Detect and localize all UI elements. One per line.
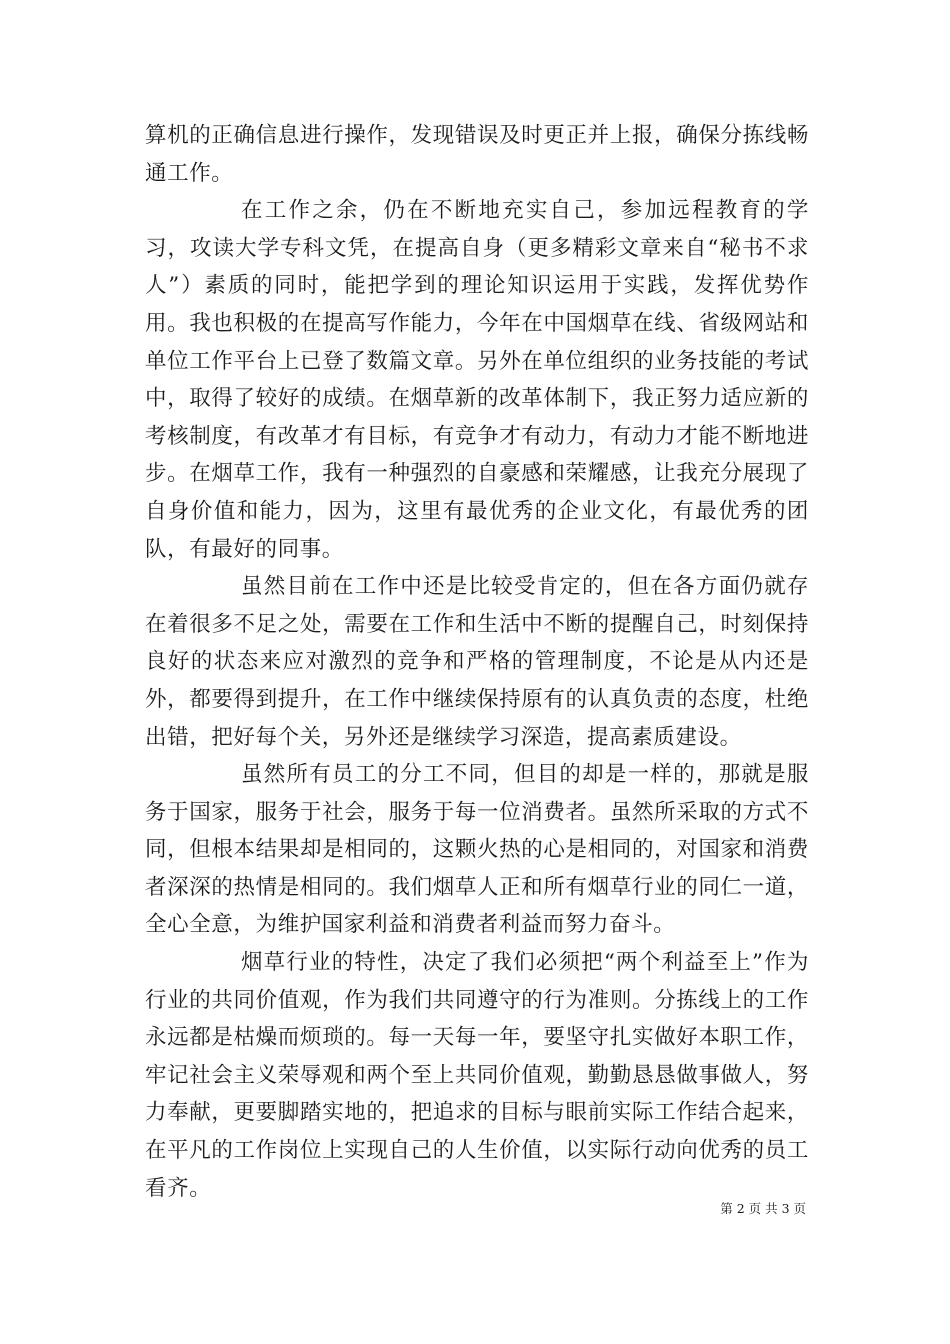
document-body — [145, 117, 809, 1207]
page-number-footer: 第 2 页 共 3 页 — [720, 1201, 806, 1216]
paragraph-continuation: 算机的正确信息进行操作，发现错误及时更正并上报，确保分拣线畅通工作。 — [145, 123, 809, 186]
paragraph-self-improvement: 在工作之余，仍在不断地充实自己，参加远程教育的学习，攻读大学专科文凭，在提高自身（更多精彩文章来自“秘书不求人”）素质的同时，能把学到的理论知识运用于实践，发挥优势作用。我也积极的在提高写作能力，今年在中国烟草在线、省级网站和单位工作平台上已登了数篇文章。另外在单位组织的业务技能的考试中，取得了较好的成绩。在烟草新的改革体制下，我正努力适应新的考核制度，有改革才有目标，有竞争才有动力，有动力才能不断地进步。在烟草工作，我有一种强烈的自豪感和荣耀感，让我充分展现了自身价值和能力，因为，这里有最优秀的企业文化，有最优秀的团队，有最好的同事。 — [145, 198, 809, 562]
paragraph-common-goal: 虽然所有员工的分工不同，但目的却是一样的，那就是服务于国家，服务于社会，服务于每一位消费者。虽然所采取的方式不同，但根本结果却是相同的，这颗火热的心是相同的，对国家和消费者深深的热情是相同的。我们烟草人正和所有烟草行业的同仁一道，全心全意，为维护国家利益和消费者利益而努力奋斗。 — [145, 762, 809, 938]
paragraph-industry-values: 烟草行业的特性，决定了我们必须把“两个利益至上”作为行业的共同价值观，作为我们共同遵守的行为准则。分拣线上的工作永远都是枯燥而烦琐的。每一天每一年，要坚守扎实做好本职工作，牢记社会主义荣辱观和两个至上共同价值观，勤勤恳恳做事做人，努力奉献，更要脚踏实地的，把追求的目标与眼前实际工作结合起来，在平凡的工作岗位上实现自己的人生价值，以实际行动向优秀的员工看齐。 — [145, 950, 809, 1201]
paragraph-shortcomings: 虽然目前在工作中还是比较受肯定的，但在各方面仍就存在着很多不足之处，需要在工作和生活中不断的提醒自己，时刻保持良好的状态来应对激烈的竞争和严格的管理制度，不论是从内还是外，都要得到提升，在工作中继续保持原有的认真负责的态度，杜绝出错，把好每个关，另外还是继续学习深造，提高素质建设。 — [145, 574, 809, 750]
